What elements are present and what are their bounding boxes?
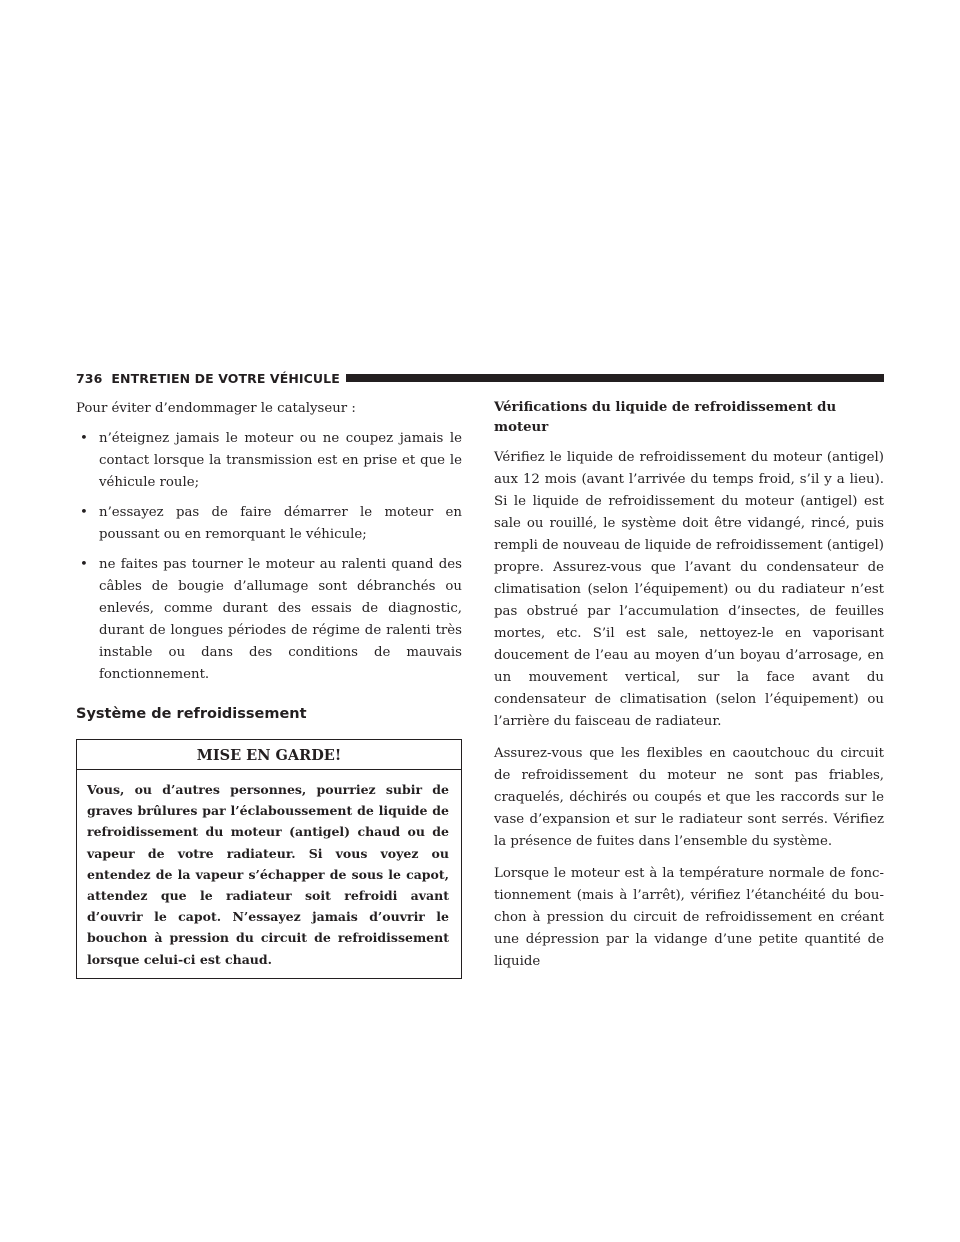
bullet-marker: • xyxy=(80,557,88,572)
warning-text: Vous, ou d’autres personnes, pourriez subir de graves brûlures par l’éclaboussement de liquide de refroidissement du moteur (antigel) chaud ou de vapeur de votre radiateur. Si vous voyez ou entendez de la vapeur s’échapper de sous le capot, attendez que le radiateur soit refroidi avant d’ouvrir le capot. N’essayez jamais d’ouvrir le bouchon à pression du circuit de refroidissement lorsque celui-ci est chaud. xyxy=(87,782,449,967)
bullet-text: n’éteignez jamais le moteur ou ne coupez jamais le contact lorsque la transmission est en prise et que le véhicule roule; xyxy=(99,431,462,490)
page-header xyxy=(76,369,884,387)
bullet-marker: • xyxy=(80,431,88,446)
page-number: 736 xyxy=(76,370,103,386)
bullet-item-3 xyxy=(76,554,462,686)
running-section-title: ENTRETIEN DE VOTRE VÉHICULE xyxy=(111,370,340,386)
bullet-marker: • xyxy=(80,505,88,520)
warning-title: MISE EN GARDE! xyxy=(77,743,461,770)
subsection-heading: Vérifications du liquide de refroidissement du moteur xyxy=(494,400,837,435)
bullet-item-1 xyxy=(76,428,462,494)
bullet-text: ne faites pas tourner le moteur au ralenti quand des câbles de bougie d’allumage sont débranchés ou enlevés, comme durant des essais de diagnostic, durant de longues périodes de régime de ralenti très instable ou dans des conditions de mauvais fonctionnement. xyxy=(99,557,462,682)
right-column xyxy=(494,398,884,983)
intro-text: Pour éviter d’endommager le catalyseur : xyxy=(76,401,356,416)
section-heading: Système de refroidissement xyxy=(76,706,307,722)
bullet-item-2 xyxy=(76,502,462,546)
header-rule xyxy=(346,374,884,382)
paragraph-1: Vérifiez le liquide de refroidissement du moteur (antigel) aux 12 mois (avant l’arrivée du temps froid, s’il y a lieu). Si le liquide de refroidissement du moteur (antigel) est sale ou rouillé, le système doit être vidangé, rincé, puis rempli de nouveau de liquide de refroidissement (antigel) propre. Assurez-vous que l’avant du condensateur de climatisation (selon l’équipement) ou du radiateur n’est pas obstrué par l’accumulation d’insectes, de feuilles mortes, etc. S’il est sale, nettoyez-le en vaporisant doucement de l’eau au moyen d’un boyau d’arrosage, en un mouvement vertical, sur la face avant du condensateur de climatisation (selon l’équipement) ou l’arrière du faisceau de radiateur. xyxy=(494,450,884,729)
paragraph-2: Assurez-vous que les flexibles en caoutchouc du circuit de refroidissement du moteur ne sont pas friables, craquelés, déchirés ou coupés et que les raccords sur le vase d’expansion et sur le radiateur sont serrés. Vérifiez la présence de fuites dans l’ensemble du système. xyxy=(494,746,884,849)
bullet-text: n’essayez pas de faire démarrer le moteur en poussant ou en remorquant le véhicule; xyxy=(99,505,462,542)
warning-box xyxy=(76,739,462,979)
paragraph-3: Lorsque le moteur est à la température normale de fonctionnement (mais à l’arrêt), vérifiez l’étanchéité du bouchon à pression du circuit de refroidissement en créant une dépression par la vidange d’une petite quantité de liquide xyxy=(494,866,884,969)
left-column xyxy=(76,398,462,979)
